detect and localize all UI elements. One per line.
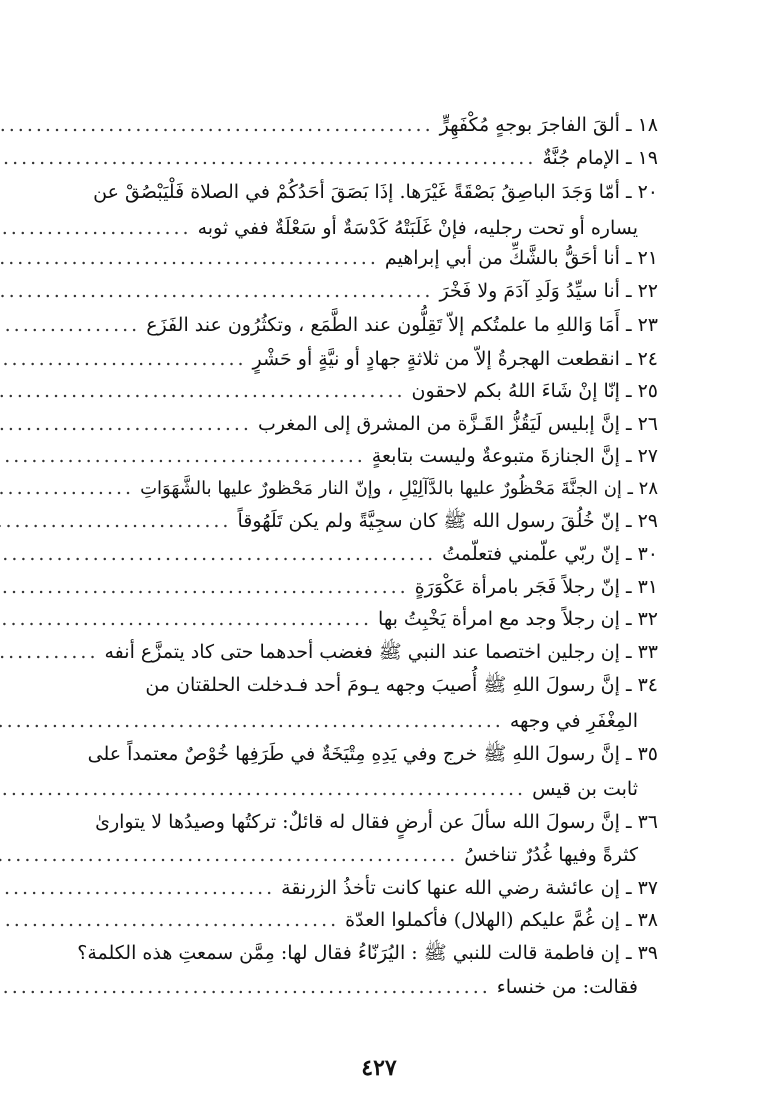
leader-dots (0, 344, 253, 374)
leader-dots (0, 441, 372, 471)
index-entry (80, 706, 638, 736)
entry-text: ١٩ ـ الإمام جُنَّةٌ (542, 147, 658, 169)
leader-dots (0, 473, 140, 503)
entry-text-line: ٢٠ ـ أمّا وَجَدَ الباصِقُ بَصْقَةً غَيْرَها. إذَا بَصَقَ أحَدُكُمْ في الصلاة فَلْيَبْصُقْ عن (93, 181, 658, 203)
leader-dots (0, 276, 439, 306)
index-entry (80, 409, 658, 439)
index-entry (78, 473, 658, 504)
entry-text: ٣١ ـ إنّ رجلاً فَجَر بامرأة عَكْوَرَةٍ (414, 576, 658, 598)
index-entry (80, 213, 638, 243)
entry-text: ٣٣ ـ إن رجلين اختصما عند النبي ﷺ فغضب أحدهما حتى كاد يتمزَّع أنفه (104, 641, 658, 663)
leader-dots (0, 110, 440, 140)
entry-text: فقالت: من خنساء (496, 976, 638, 998)
entry-text: ٢٨ ـ إن الجنَّةَ مَحْظُورٌ عليها بالدَّآلِيْلِ ، وإنّ النار مَحْظورٌ عليها بالشَّهَوَاتِ (140, 478, 658, 499)
leader-dots (0, 539, 442, 569)
leader-dots (0, 637, 105, 667)
entry-text: ٢١ ـ أنا أحَقُّ بالشَّكِّ من أبي إبراهيم (384, 247, 658, 269)
entry-text: ٣٧ ـ إن عائشة رضي الله عنها كانت تأخذُ الزرنقة (281, 877, 658, 899)
leader-dots (0, 143, 542, 173)
leader-dots (0, 706, 510, 736)
leader-dots (0, 873, 281, 903)
entry-text-line: ٣٤ ـ إنَّ رسولَ اللهِ ﷺ أُصيبَ وجهه يـومَ أحد فـدخلت الحلقتان من (145, 674, 658, 696)
index-entry (80, 873, 658, 903)
entry-text: ٢٩ ـ إنّ خُلُقَ رسول الله ﷺ كان سجِيَّةً ولم يكن تَلَهُوقاً (237, 510, 658, 532)
entry-text: ٢٦ ـ إنَّ إبليس لَيَقُزُّ القَـزَّة من المشرق إلى المغرب (257, 413, 658, 435)
entry-text-line: ٣٥ ـ إنَّ رسولَ اللهِ ﷺ خرج وفي يَدِهِ مِتْيَخَةٌ في طَرَفِها خُوْصٌ معتمداً على (87, 743, 658, 765)
leader-dots (0, 376, 412, 406)
index-entry (78, 276, 658, 306)
index-entry (80, 143, 658, 173)
entry-text: ٢٤ ـ انقطعت الهجرةُ إلاّ من ثلاثةٍ جهادٍ أو نيَّةٍ أو حَشْرٍ (252, 348, 658, 370)
entry-text: ٢٧ ـ إنَّ الجنازةَ متبوعةٌ وليست بتابعةٍ (371, 445, 658, 467)
index-entry (80, 506, 658, 536)
index-entry (80, 376, 658, 406)
entry-text: ٢٥ ـ إنّا إنْ شَاءَ اللهُ بكم لاحقون (411, 380, 658, 402)
entry-text: ٣٢ ـ إن رجلاً وجد مع امرأة يَخْبِتُ بها (378, 608, 658, 630)
entry-text: ٣٠ ـ إنّ ربّي علّمني فتعلّمتُ (442, 543, 658, 565)
leader-dots (0, 243, 385, 273)
entry-text-line: ٣٦ ـ إنَّ رسولَ الله سألَ عن أرضٍ فقال له قائلٌ: تركتُها وصيدُها لا يتوارىٰ (95, 811, 658, 833)
index-entry (80, 604, 658, 634)
entry-text: ٣٨ ـ إن غُمَّ عليكم (الهلال) فأكملوا العدّة (345, 909, 658, 931)
index-entry (80, 243, 658, 273)
entry-text: ٢٣ ـ أَمَا وَاللهِ ما علمتُكم إلاّ تَقِلُّون عند الطَّمَع ، وتكثُرُون عند الفَزَع (146, 314, 658, 336)
entry-text: ١٨ ـ ألقَ الفاجرَ بوجهٍ مُكْفَهِرٍّ (439, 114, 658, 136)
leader-dots (0, 506, 237, 536)
entry-text: ثابت بن قيس (532, 778, 638, 800)
leader-dots (0, 972, 497, 1002)
leader-dots (0, 310, 146, 340)
index-entry (80, 572, 658, 602)
entry-text: يساره أو تحت رجليه، فإنْ غَلَبَتْهُ كَدْسَةٌ أو سَعْلَةٌ ففي ثوبه (197, 217, 638, 239)
page-number: ٤٢٧ (361, 1055, 397, 1081)
leader-dots (0, 604, 378, 634)
leader-dots (0, 840, 464, 870)
leader-dots (0, 572, 415, 602)
index-entry (80, 774, 638, 804)
entry-text: ٢٢ ـ أنا سيِّدُ وَلَدِ آدَمَ ولا فَخْرَ (439, 280, 658, 302)
entry-text: كثرةً وفيها غُدُرٌ تناخسُ (464, 844, 638, 866)
entry-text: المِغْفَرِ في وجهه (509, 710, 638, 732)
leader-dots (0, 905, 345, 935)
index-entry (80, 840, 638, 870)
entry-text-line: ٣٩ ـ إن فاطمة قالت للنبي ﷺ : اليُرَنّاءُ فقال لها: مِمَّن سمعتِ هذه الكلمة؟ (77, 942, 658, 964)
index-entry (80, 539, 658, 569)
index-entry (80, 972, 638, 1002)
leader-dots (0, 774, 532, 804)
leader-dots (0, 213, 198, 243)
index-entry (80, 637, 658, 667)
index-entry (80, 344, 658, 374)
index-entry (80, 905, 658, 935)
leader-dots (0, 409, 258, 439)
index-entry (80, 441, 658, 471)
index-entry (80, 110, 658, 140)
index-entry (80, 310, 658, 340)
